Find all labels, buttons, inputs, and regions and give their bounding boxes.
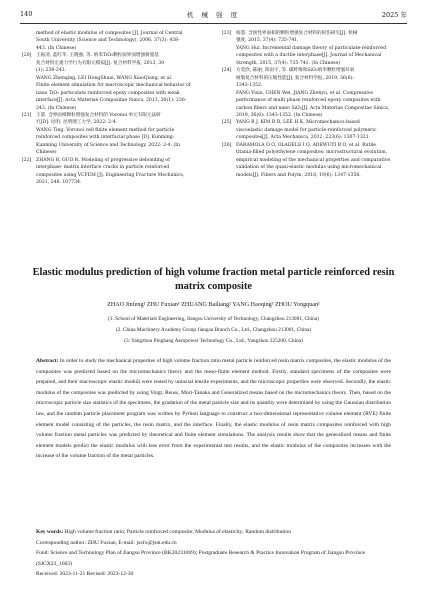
reference-line: interphase- matrix interface cracks in particle reinforced (36, 165, 170, 171)
keywords (36, 527, 391, 538)
references-right-column (222, 30, 408, 179)
reference-line: 强度, 2015, 37(4): 735-741. (236, 38, 299, 44)
reference-line: 杨慧. 含韧性界面相的颗粒增强复合材料的损伤研究[J]. 机械 (236, 31, 358, 36)
reference-line: reinforced composites with interfacial phase [D]. Kunming: (36, 135, 175, 141)
page-number: 140 (20, 10, 33, 18)
reference-line: 1343-1352. (236, 83, 263, 89)
reference-line: composites with a ductile interphase[J]. Journal of Mechanical (236, 53, 382, 59)
reference-number: [22] (22, 157, 32, 163)
reference-entry (222, 90, 408, 120)
reference-line: ZHANG R, GUO R. Modeling of progressive debonding of (36, 157, 170, 163)
reference-line: Finite element simulation for macroscopic mechanical behavior of (36, 83, 191, 89)
fund-statement: Fund: Science and Technology Plan of Jiangsu Province (BK20231069); Postgraduate Research & Practice Innovation Program of Jiangsu Province (SJCX23_1603) (36, 550, 366, 567)
reference-line: validation of the quasi-elastic modulus using micromechanical (236, 165, 382, 171)
reference-line: carbon fibers and nano SiO₂[J]. Acta Materiae Compositae Sinica, (236, 105, 390, 111)
reference-line: performance of multi phase reinforced epoxy composites with (236, 98, 381, 104)
reference-line: Strength, 2015, 37(4): 735-741. (In Chinese) (236, 60, 341, 66)
reference-entry (222, 142, 408, 179)
reference-line: 复合材料宏观力学行为有限元模拟[J]. 复合材料学报, 2013, 30 (36, 60, 165, 66)
abstract-label: Abstract: (36, 358, 59, 364)
reference-line: 树脂复合材料的压缩性能[J]. 复合材料学报, 2019, 36(6): (236, 75, 354, 81)
english-title (28, 266, 399, 294)
keywords-text: High volume fraction ratio; Particle reinforced composite; Modulus of elasticity; Random distribution (64, 529, 291, 535)
reference-entry (22, 52, 208, 74)
publication-year: 2025 年 (381, 11, 407, 19)
reference-line: method of elastic modulus of composites [J]. Journal of Central (36, 31, 183, 36)
header-rule (20, 23, 407, 24)
reference-entry (22, 157, 208, 187)
reference-line: 王振清, 蓝红华, 王晓强, 等. 纳米TiO₂颗粒弱界面增强树脂基 (36, 53, 159, 59)
affiliation-3: (3. Yangzhou Pinghang Aeropower Technology Co., Ltd., Yangzhou 225200, China) (124, 338, 303, 344)
reference-line: 方奕欣, 陈丽, 蒋雨宇, 等. 碳纤维和SiO₂纳米颗粒增强环氧 (236, 68, 355, 74)
reference-line: YANG B J, KIM B R, LEE H K. Micromechanics-based (236, 120, 360, 126)
reference-line: 2019, 36(6): 1343-1352. (In Chinese) (236, 112, 323, 118)
journal-name: 机 械 强 度 (186, 11, 241, 19)
reference-line: interface[J]. Acta Materiae Compositae Sinica, 2013, 30(1): 236- (36, 98, 187, 104)
reference-entry (222, 45, 408, 67)
reference-number: [24] (222, 68, 232, 74)
title-line: matrix composite (174, 281, 253, 292)
author-list: ZHAO Jinfeng¹ ZHU Fuxian¹ ZHUANG Bailiang² YANG Haoqing³ ZHOU Yongquan¹ (107, 302, 320, 308)
reference-entry (222, 30, 408, 45)
reference-number: [26] (222, 142, 232, 148)
reference-line: (1): 236-243. (36, 68, 67, 74)
reference-line: composites using VCFEM [J]. Engineering Fracture Mechanics, (36, 172, 185, 178)
reference-line: viscoelastic damage model for particle-reinforced polymeric (236, 127, 377, 133)
reference-line: FANG Yixin, CHEN Wei, JIANG Zhenyu, et al. Compressive (236, 90, 373, 96)
affiliation-2: (2. China Machinery Academy Group Jiangsu Branch Co., Ltd., Changzhou 213001, China) (115, 327, 312, 333)
reference-number: [25] (222, 120, 232, 126)
reference-line: empirical modeling of the mechanical properties and comparative (236, 157, 391, 163)
reference-line: WANG Zhenqing, LEI HongShuai, WANG XiaoQiang, et al. (36, 75, 173, 81)
reference-line: 443. (In Chinese) (36, 45, 77, 51)
reference-entry (222, 67, 408, 89)
reference-line: DARAMOLA O O, OLADELE I O, ADEWUYI B O, et al. Rutile (236, 142, 377, 148)
reference-line: YANG Hui. Incremental damage theory of particulate-reinforced (236, 45, 386, 51)
references-left-column (22, 30, 208, 187)
reference-number: [21] (22, 112, 32, 118)
reference-line: titania-filled polyethylene composites: microstructural evolution, (236, 150, 388, 156)
title-line: Elastic modulus prediction of high volume fraction metal particle reinforced resin (32, 267, 395, 278)
reference-entry (222, 119, 408, 141)
running-header (20, 10, 407, 22)
reference-line: nano TiO₂ particulate reinforced epoxy composites with weak (36, 90, 180, 96)
reference-entry (22, 127, 208, 157)
received-revised-dates: Received: 2023-11-21 Revised: 2023-12-30 (36, 571, 134, 577)
abstract (36, 356, 391, 462)
keywords-label: Key words: (36, 529, 64, 535)
reference-number: [23] (222, 31, 232, 36)
reference-line: Chinese) (36, 150, 57, 156)
reference-line: Kunming University of Science and Technology, 2022: 2-4. (In (36, 142, 180, 148)
reference-entry (22, 112, 208, 127)
affiliation-1: (1. School of Materials Engineering, Jiangsu University of Technology, Changzhou 213001, China) (108, 316, 319, 322)
reference-line: South University (Science and Technology), 2006, 37(3): 438- (36, 38, 180, 44)
reference-line: 究[D]. 昆明: 昆明理工大学, 2022: 2-4. (36, 120, 118, 126)
reference-line: 王棠. 含界面相颗粒增强复合材料的 Voronoi 单元有限元法研 (36, 112, 161, 118)
corresponding-author: Corresponding author: ZHU Fuxian, E-mail: jsxfx@jsut.edu.cn (36, 539, 177, 546)
reference-line: composites[J]. Acta Mechanica, 2012, 223(6): 1307-1321. (236, 135, 371, 141)
reference-line: WANG Ting. Voronoi cell finite element method for particle (36, 127, 175, 133)
reference-number: [20] (22, 53, 32, 59)
reference-line: models[J]. Fibers and Polym, 2018, 19(6): 1347-1358. (236, 172, 361, 178)
reference-entry (22, 30, 208, 52)
reference-entry (22, 75, 208, 112)
reference-line: 243. (In Chinese) (36, 105, 77, 111)
abstract-text: In order to study the mechanical properties of high volume fraction ratio metal particle reinforced resin matrix composites, the elastic modulus of the composites was predicted based on the micromechanics theory and the meso-finite element method. Firstly, standard specimens of the composites were prepared, and their macroscopic elastic moduli were tested by uniaxial tensile experiments, and the microscopic properties were observed. Secondly, the elastic modulus of the composites was predicted by using Voigt, Reuss, Mori-Tanaka and Generalized means based on the micromechanics theory. Then, based on the microscopic particle size statistics of the specimens, the gradation of the metal particle size and its quantity were determined by using the Gaussian distribution law, and the random particle placement program was written by Python language to construct a two-dimensional representative volume element (RVE) finite element model consisting of the particles, the resin matrix, and the interface. Finally, the elastic modulus of resin matrix composites reinforced with high volume fraction metal particles was predicted by theoretical and finite element simulations. The analysis results show that the generalized means and finite element models predict the elastic modulus with less error from the experimental test results, and the elastic modulus of the composites increases with the increase of the volume fraction of the metal particles. (36, 358, 391, 460)
reference-line: 2021, 248: 107734. (36, 180, 82, 186)
